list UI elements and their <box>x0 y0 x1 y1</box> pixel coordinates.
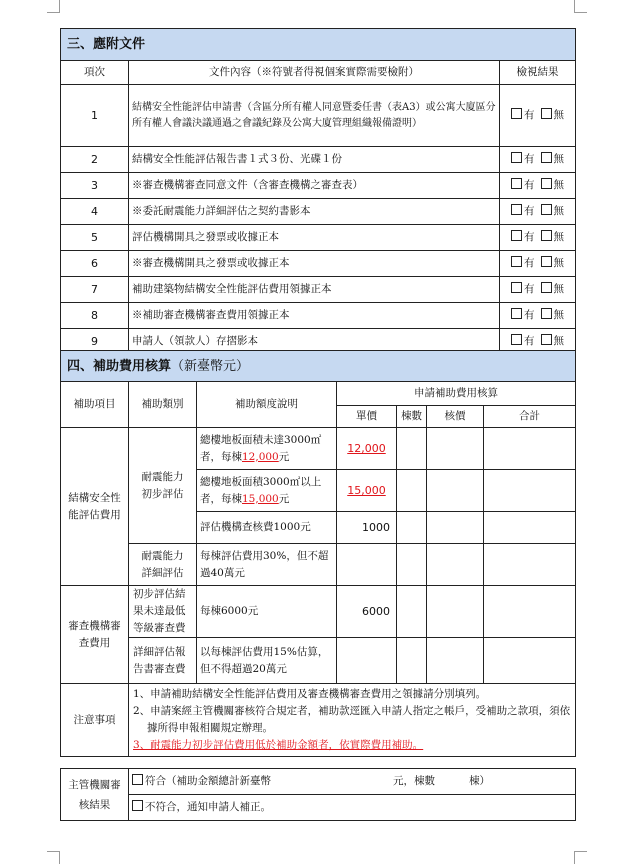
category-below-minimum: 初步評估結果未達最低等級審查費 <box>129 586 197 638</box>
none-checkbox[interactable] <box>541 334 552 345</box>
document-text: ※審查機構審查同意文件（含審查機構之審查表） <box>129 173 500 199</box>
unit-price-below-minimum: 6000 <box>337 586 397 638</box>
unit-price-over-3000: 15,000 <box>337 470 397 512</box>
review-label: 主管機關審核結果 <box>61 769 129 821</box>
note-1: 1、申請補助結構安全性能評估費用及審查機構審查費用之領據請分別填列。 <box>133 688 487 700</box>
col-document-content: 文件內容（※符號者得視個案實際需要檢附） <box>129 61 500 85</box>
has-checkbox[interactable] <box>511 230 522 241</box>
category-preliminary: 耐震能力初步評估 <box>129 428 197 544</box>
verified-cell[interactable] <box>427 638 484 684</box>
item-evaluation-fee: 結構安全性能評估費用 <box>61 428 129 586</box>
unit-price-cell[interactable] <box>337 638 397 684</box>
col-check-result: 檢視結果 <box>500 61 576 85</box>
has-checkbox[interactable] <box>511 178 522 189</box>
document-text: 申請人（領款人）存摺影本 <box>129 329 500 355</box>
has-checkbox[interactable] <box>511 152 522 163</box>
check-options: 有 無 <box>500 277 576 303</box>
document-text: ※補助審查機構審查費用領據正本 <box>129 303 500 329</box>
calc-row <box>61 544 576 586</box>
unit-price-cell[interactable] <box>337 544 397 586</box>
desc-over-3000: 總樓地板面積3000㎡以上者，每棟15,000元 <box>197 470 337 512</box>
desc-audit-fee: 評估機構查核費1000元 <box>197 512 337 544</box>
count-cell[interactable] <box>397 470 427 512</box>
document-row <box>61 225 576 251</box>
check-options: 有 無 <box>500 329 576 355</box>
col-subsidy-category: 補助類別 <box>129 382 197 428</box>
note-3: 3、耐震能力初步評估費用低於補助金額者，依實際費用補助。 <box>133 739 424 751</box>
document-row <box>61 147 576 173</box>
subsidy-calculation-table <box>60 350 576 757</box>
document-text: 評估機構開具之發票或收據正本 <box>129 225 500 251</box>
count-cell[interactable] <box>397 512 427 544</box>
total-cell[interactable] <box>484 428 576 470</box>
has-checkbox[interactable] <box>511 334 522 345</box>
check-options: 有 無 <box>500 173 576 199</box>
desc-detailed: 每棟評估費用30%，但不超過40萬元 <box>197 544 337 586</box>
col-total: 合計 <box>484 406 576 428</box>
col-verified-price: 核價 <box>427 406 484 428</box>
check-options: 有 無 <box>500 225 576 251</box>
document-row <box>61 303 576 329</box>
category-detailed: 耐震能力詳細評估 <box>129 544 197 586</box>
notes-label: 注意事項 <box>61 684 129 757</box>
count-cell[interactable] <box>397 586 427 638</box>
crop-mark-bottom-right <box>574 851 587 864</box>
none-checkbox[interactable] <box>541 256 552 267</box>
document-no: 5 <box>61 225 129 251</box>
document-text: 結構安全性能評估報告書１式３份、光碟１份 <box>129 147 500 173</box>
document-row <box>61 199 576 225</box>
verified-cell[interactable] <box>427 470 484 512</box>
calc-row <box>61 428 576 470</box>
has-checkbox[interactable] <box>511 308 522 319</box>
review-pass-option: 符合（補助金額總計新臺幣 元，棟數 棟） <box>129 769 576 795</box>
notes-row <box>61 684 576 757</box>
verified-cell[interactable] <box>427 428 484 470</box>
crop-mark-top-left <box>47 0 60 13</box>
check-options: 有 無 <box>500 199 576 225</box>
documents-column-header <box>61 61 576 85</box>
none-checkbox[interactable] <box>541 308 552 319</box>
document-row <box>61 251 576 277</box>
col-calculation-group: 申請補助費用核算 <box>337 382 576 406</box>
count-cell[interactable] <box>397 428 427 470</box>
crop-mark-bottom-left <box>47 851 60 864</box>
desc-detailed-review: 以每棟評估費用15%估算，但不得超過20萬元 <box>197 638 337 684</box>
check-options: 有 無 <box>500 85 576 147</box>
unit-price-audit-fee: 1000 <box>337 512 397 544</box>
col-subsidy-description: 補助額度說明 <box>197 382 337 428</box>
calc-header-row-1 <box>61 382 576 406</box>
section-4-header <box>61 351 576 382</box>
fail-checkbox[interactable] <box>132 800 143 811</box>
desc-below-minimum: 每棟6000元 <box>197 586 337 638</box>
item-review-fee: 審查機構審查費用 <box>61 586 129 684</box>
document-text: 結構安全性能評估申請書（含區分所有權人同意暨委任書（表A3）或公寓大廈區分所有權人會議決議通過之會議紀錄及公寓大廈管理組織報備證明） <box>129 85 500 147</box>
document-row <box>61 85 576 147</box>
none-checkbox[interactable] <box>541 204 552 215</box>
calc-row <box>61 638 576 684</box>
section-3-title: 三、應附文件 <box>61 29 576 61</box>
count-cell[interactable] <box>397 544 427 586</box>
section-4-title: 四、補助費用核算（新臺幣元） <box>61 351 576 382</box>
none-checkbox[interactable] <box>541 282 552 293</box>
document-text: 補助建築物結構安全性能評估費用領據正本 <box>129 277 500 303</box>
document-row <box>61 173 576 199</box>
has-checkbox[interactable] <box>511 204 522 215</box>
none-checkbox[interactable] <box>541 178 552 189</box>
review-row-fail <box>61 795 576 821</box>
none-checkbox[interactable] <box>541 230 552 241</box>
desc-under-3000: 總樓地板面積未達3000㎡者，每棟12,000元 <box>197 428 337 470</box>
document-no: 6 <box>61 251 129 277</box>
has-checkbox[interactable] <box>511 282 522 293</box>
verified-cell[interactable] <box>427 544 484 586</box>
none-checkbox[interactable] <box>541 108 552 119</box>
review-result-table <box>60 768 576 821</box>
document-no: 1 <box>61 85 129 147</box>
section-3-header <box>61 29 576 61</box>
verified-cell[interactable] <box>427 512 484 544</box>
col-item-no: 項次 <box>61 61 129 85</box>
document-text: ※委託耐震能力詳細評估之契約書影本 <box>129 199 500 225</box>
total-cell[interactable] <box>484 638 576 684</box>
note-2: 2、申請案經主管機關審核符合規定者，補助款逕匯入申請人指定之帳戶，受補助之款項，須依據所得申報相關規定辦理。 <box>133 705 571 734</box>
notes-content <box>129 684 576 757</box>
crop-mark-top-right <box>574 0 587 13</box>
calc-row <box>61 586 576 638</box>
total-cell[interactable] <box>484 586 576 638</box>
document-row <box>61 277 576 303</box>
check-options: 有 無 <box>500 251 576 277</box>
none-checkbox[interactable] <box>541 152 552 163</box>
document-no: 3 <box>61 173 129 199</box>
review-row-pass <box>61 769 576 795</box>
document-no: 8 <box>61 303 129 329</box>
has-checkbox[interactable] <box>511 108 522 119</box>
document-no: 2 <box>61 147 129 173</box>
check-options: 有 無 <box>500 303 576 329</box>
document-no: 4 <box>61 199 129 225</box>
total-cell[interactable] <box>484 470 576 512</box>
col-building-count: 棟數 <box>397 406 427 428</box>
total-cell[interactable] <box>484 544 576 586</box>
review-fail-option: 不符合，通知申請人補正。 <box>129 795 576 821</box>
col-unit-price: 單價 <box>337 406 397 428</box>
document-no: 9 <box>61 329 129 355</box>
category-detailed-review: 詳細評估報告書審查費 <box>129 638 197 684</box>
attached-documents-table <box>60 28 576 355</box>
total-cell[interactable] <box>484 512 576 544</box>
pass-checkbox[interactable] <box>132 774 143 785</box>
check-options: 有 無 <box>500 147 576 173</box>
document-text: ※審查機構開具之發票或收據正本 <box>129 251 500 277</box>
verified-cell[interactable] <box>427 586 484 638</box>
col-subsidy-item: 補助項目 <box>61 382 129 428</box>
document-no: 7 <box>61 277 129 303</box>
count-cell[interactable] <box>397 638 427 684</box>
unit-price-under-3000: 12,000 <box>337 428 397 470</box>
has-checkbox[interactable] <box>511 256 522 267</box>
